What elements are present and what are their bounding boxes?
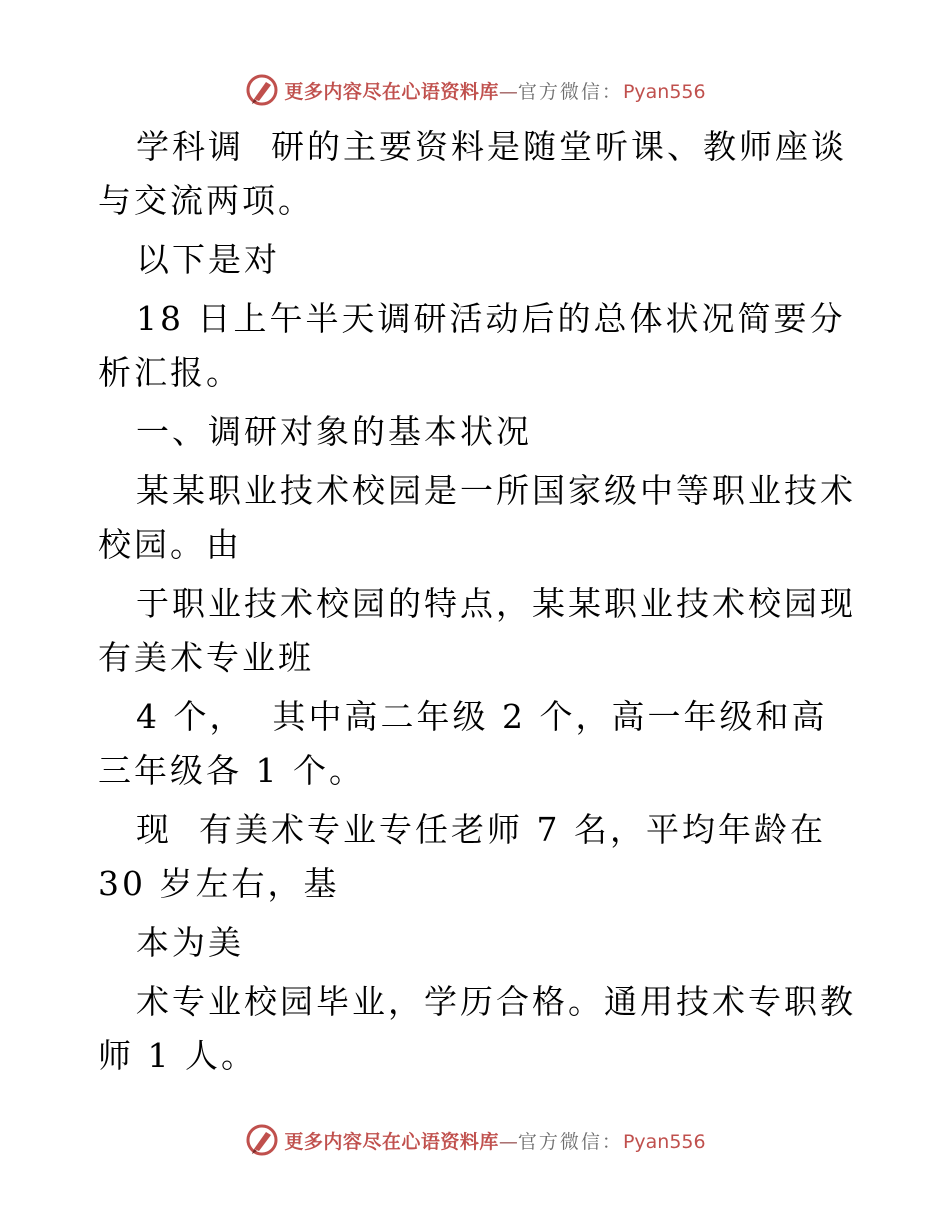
footer-wechat-label: 官方微信： <box>517 1130 623 1153</box>
footer-title: 更多内容尽在心语资料库 <box>284 1130 499 1153</box>
paragraph: 4 个， 其中高二年级 2 个，高一年级和高三年级各 1 个。 <box>98 697 828 790</box>
paragraph: 18 日上午半天调研活动后的总体状况简要分析汇报。 <box>98 299 846 392</box>
header-wechat-label: 官方微信： <box>517 80 623 103</box>
paragraph: 于职业技术校园的特点，某某职业技术校园现有美术专业班 <box>98 584 856 677</box>
pen-circle-logo-icon <box>244 72 280 108</box>
header-dash: — <box>498 80 518 103</box>
section-heading: 一、调研对象的基本状况 <box>136 412 532 451</box>
document-body <box>98 120 858 1088</box>
paragraph: 某某职业技术校园是一所国家级中等职业技术校园。由 <box>98 471 856 564</box>
paragraph: 术专业校园毕业，学历合格。通用技术专职教师 1 人。 <box>98 982 856 1075</box>
footer-wechat-id: Pyan556 <box>622 1130 706 1153</box>
paragraph: 以下是对 <box>136 240 280 279</box>
footer-dash: — <box>498 1130 518 1153</box>
header-title: 更多内容尽在心语资料库 <box>284 80 499 103</box>
pen-circle-logo-icon <box>244 1122 280 1158</box>
footer-banner <box>0 1120 950 1160</box>
header-wechat-id: Pyan556 <box>622 80 706 103</box>
paragraph: 本为美 <box>136 923 244 962</box>
paragraph: 现 有美术专业专任老师 7 名，平均年龄在 30 岁左右，基 <box>98 810 840 903</box>
header-banner <box>0 70 950 110</box>
paragraph: 学科调 研的主要资料是随堂听课、教师座谈与交流两项。 <box>98 127 847 220</box>
